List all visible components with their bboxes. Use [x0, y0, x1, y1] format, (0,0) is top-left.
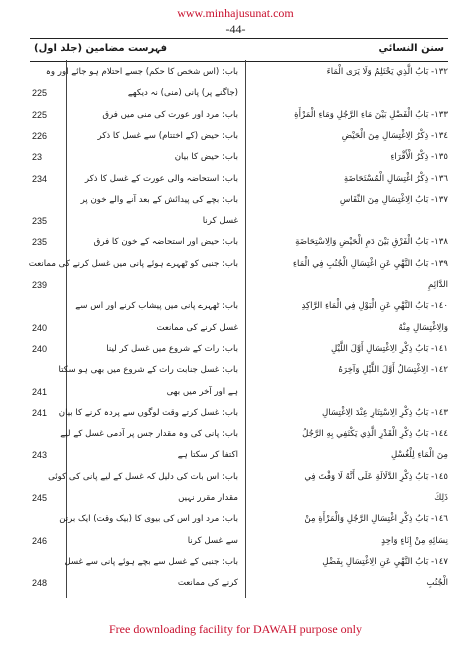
page-ref: 234	[32, 173, 48, 184]
toc-row	[0, 384, 471, 400]
page-ref: 225	[32, 109, 48, 120]
urdu-chapter-title: باب: مرد اور عورت کی منی میں فرق	[102, 109, 238, 120]
urdu-chapter-title: باب: غسل جنابت رات کے شروع میں بھی ہو سکتا	[58, 365, 238, 376]
arabic-chapter-title: نِسَائِهِ مِنْ إِنَاءٍ وَاحِدٍ	[381, 535, 448, 546]
page-ref: 23	[32, 152, 43, 163]
urdu-chapter-title: مقدار مقرر نہیں	[178, 493, 238, 503]
page-ref: 235	[32, 216, 48, 227]
toc-row	[0, 192, 471, 208]
arabic-chapter-title: الْجُنُبِ	[426, 578, 448, 589]
toc-row	[0, 533, 471, 549]
urdu-chapter-title: باب: استحاضہ والی عورت کے غسل کا ذکر	[84, 173, 238, 184]
arabic-chapter-title: ١٣٢- بَابُ الَّذِي يَحْتَلِمُ وَلَا يَرَى الْمَاءَ	[326, 67, 448, 77]
running-header	[30, 38, 448, 62]
toc-row	[0, 341, 471, 357]
arabic-chapter-title: ١٤١- بَابُ ذِكْرِ الِاغْتِسَالِ أَوَّلَ اللَّيْلِ	[330, 343, 448, 354]
urdu-chapter-title: باب: حیض کا بیان	[174, 152, 238, 163]
toc-row	[0, 277, 471, 293]
page-ref: 225	[32, 88, 48, 99]
arabic-chapter-title: مِنَ الْمَاءِ لِلْغُسْلِ	[390, 450, 448, 461]
toc-row	[0, 511, 471, 527]
arabic-chapter-title: ١٣٩- بَابُ النَّهْيِ عَنِ اغْتِسَالِ الْجُنُبِ فِي الْمَاءِ	[292, 258, 448, 269]
site-url: www.minhajusunat.com	[177, 6, 294, 20]
page-ref: 226	[32, 130, 48, 141]
arabic-chapter-title: ١٣٥- ذِكْرُ الْأَقْرَاءِ	[390, 152, 448, 163]
page-ref: 241	[32, 386, 48, 397]
toc-row	[0, 128, 471, 144]
urdu-chapter-title: باب: جنبی کے غسل سے بچے ہوئے پانی سے غسل	[64, 556, 238, 567]
page-ref: 243	[32, 450, 48, 461]
toc-row	[0, 234, 471, 250]
urdu-chapter-title: کرنے کی ممانعت	[177, 578, 238, 589]
toc-row	[0, 447, 471, 463]
section-title: فہرست مضامین (جلد اول)	[34, 43, 168, 54]
arabic-chapter-title: ١٣٧- بَابُ الِاغْتِسَالِ مِنَ النِّفَاسِ	[339, 194, 448, 205]
arabic-chapter-title: ١٣٣- بَابُ الْفَصْلِ بَيْنَ مَاءِ الرَّجُلِ وَمَاءِ الْمَرْأَةِ	[294, 109, 448, 120]
page-ref: 239	[32, 280, 48, 290]
arabic-chapter-title: ١٤٣- بَابُ ذِكْرِ الِاسْتِتَارِ عِنْدَ الِاغْتِسَالِ	[322, 407, 448, 418]
urdu-chapter-title: سے غسل کرنا	[187, 535, 238, 546]
footer-note: Free downloading facility for DAWAH purpose only	[109, 622, 362, 636]
arabic-chapter-title: ١٤٤- بَابُ ذِكْرِ الْقَدْرِ الَّذِي يَكْتَفِي بِهِ الرَّجُلُ	[302, 429, 448, 440]
toc-row	[0, 490, 471, 506]
urdu-chapter-title: باب: رات کے شروع میں غسل کر لینا	[106, 343, 238, 354]
page-ref: 241	[32, 407, 48, 418]
arabic-chapter-title: ١٤٢- الِاغْتِسَالُ أَوَّلَ اللَّيْلِ وَآخِرَهُ	[338, 365, 448, 376]
toc-row	[0, 405, 471, 421]
urdu-chapter-title: باب: ٹھہرے پانی میں پیشاب کرنے اور اس سے	[75, 301, 238, 312]
toc-row	[0, 64, 471, 80]
urdu-chapter-title: ہے اور آخر میں بھی	[166, 386, 238, 397]
urdu-chapter-title: غسل کرنا	[202, 216, 238, 227]
arabic-chapter-title: وَالِاغْتِسَالِ مِنْهُ	[398, 322, 448, 333]
urdu-chapter-title: باب: بچے کی پیدائش کے بعد آنے والے خون پر	[80, 194, 238, 205]
arabic-chapter-title: ١٤٧- بَابُ النَّهْيِ عَنِ الِاغْتِسَالِ بِفَضْلِ	[322, 556, 448, 567]
page-ref: 240	[32, 343, 48, 354]
arabic-chapter-title: ١٣٨- بَابُ الْفَرْقِ بَيْنَ دَمِ الْحَيْضِ وَالِاسْتِحَاضَةِ	[295, 237, 448, 248]
toc-row	[0, 469, 471, 485]
toc-row	[0, 85, 471, 101]
urdu-chapter-title: باب: حیض اور استحاضہ کے خون کا فرق	[93, 237, 238, 248]
arabic-chapter-title: الدَّائِمِ	[427, 280, 448, 290]
toc-row	[0, 213, 471, 229]
page-number: -44-	[225, 22, 246, 36]
arabic-chapter-title: ذَلِكَ	[434, 493, 448, 503]
page-ref: 235	[32, 237, 48, 248]
urdu-chapter-title: باب: اس بات کی دلیل کہ غسل کے لیے پانی کی کوئی	[48, 471, 238, 482]
toc-row	[0, 320, 471, 336]
urdu-chapter-title: باب: پانی کی وہ مقدار جس پر آدمی غسل کے لیے	[60, 429, 238, 440]
arabic-chapter-title: ١٤٠- بَابُ النَّهْيِ عَنِ الْبَوْلِ فِي الْمَاءِ الرَّاكِدِ	[301, 301, 448, 312]
arabic-chapter-title: ١٣٦- ذِكْرُ اغْتِسَالِ الْمُسْتَحَاضَةِ	[343, 173, 448, 184]
toc-row	[0, 256, 471, 272]
arabic-chapter-title: ١٣٤- ذِكْرُ الِاغْتِسَالِ مِنَ الْحَيْضِ	[341, 130, 448, 141]
toc-row	[0, 426, 471, 442]
toc-row	[0, 171, 471, 187]
arabic-chapter-title: ١٤٦- بَابُ ذِكْرِ اغْتِسَالِ الرَّجُلِ وَالْمَرْأَةِ مِنْ	[304, 514, 448, 525]
urdu-chapter-title: باب: حیض (کے اختتام) سے غسل کا ذکر	[97, 130, 238, 141]
arabic-chapter-title: ١٤٥- بَابُ ذِكْرِ الدَّلَالَةِ عَلَى أَنَّهُ لَا وَقْتَ فِي	[304, 471, 448, 482]
urdu-chapter-title: (جاگنے پر) پانی (منی) نہ دیکھے	[127, 88, 238, 99]
urdu-chapter-title: اکتفا کر سکتا ہے	[177, 450, 238, 461]
toc-row	[0, 149, 471, 165]
urdu-chapter-title: غسل کرنے کی ممانعت	[156, 322, 238, 333]
page-ref: 240	[32, 322, 48, 333]
urdu-chapter-title: باب: مرد اور اس کی بیوی کا (بیک وقت) ایک برتن	[59, 514, 238, 525]
toc-row	[0, 298, 471, 314]
toc-row	[0, 362, 471, 378]
page-ref: 248	[32, 578, 48, 589]
page-ref: 246	[32, 535, 48, 546]
toc-row	[0, 107, 471, 123]
toc-row	[0, 554, 471, 570]
urdu-chapter-title: باب: غسل کرتے وقت لوگوں سے پردہ کرنے کا بیان	[58, 407, 238, 418]
toc-row	[0, 575, 471, 591]
book-title: سنن النسائي	[378, 43, 444, 54]
urdu-chapter-title: باب: جنبی کو ٹھہرے ہوئے پانی میں غسل کرنے کی ممانعت	[28, 258, 238, 269]
page-ref: 245	[32, 493, 48, 503]
urdu-chapter-title: باب: (اس شخص کا حکم) جسے احتلام ہو جائے اور وہ	[45, 67, 238, 77]
